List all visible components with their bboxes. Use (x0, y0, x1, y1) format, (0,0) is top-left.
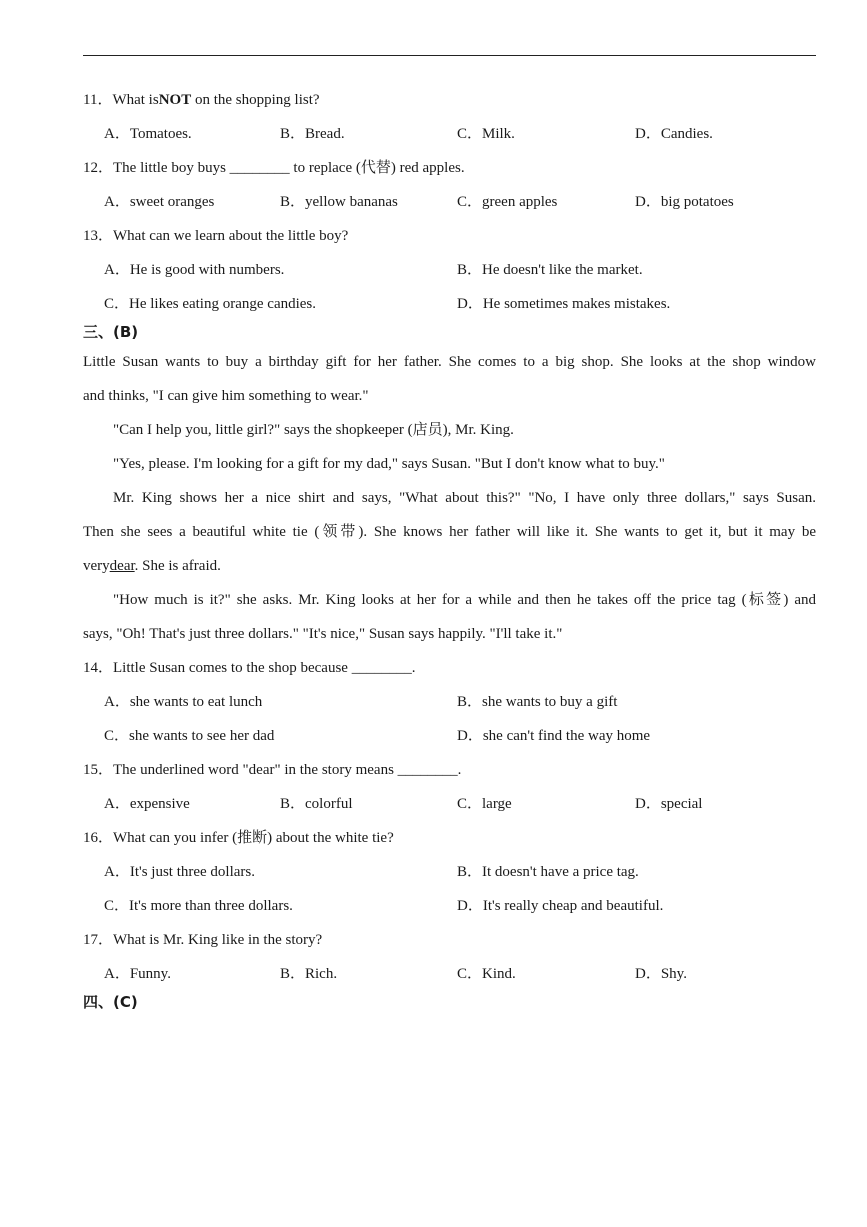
question-15: 15．The underlined word "dear" in the story means ________. (83, 762, 462, 778)
option-b: B．It doesn't have a price tag. (457, 864, 639, 880)
option-b: B．yellow bananas (280, 194, 398, 210)
passage-line: Little Susan wants to buy a birthday gift for her father. She comes to a big shop. She looks at the shop window (83, 354, 816, 370)
question-13: 13．What can we learn about the little boy? (83, 228, 349, 244)
passage-line: "Yes, please. I'm looking for a gift for my dad," says Susan. "But I don't know what to buy." (113, 456, 665, 472)
option-a: A．Funny. (104, 966, 171, 982)
passage-text: very (83, 558, 110, 574)
option-a: A．expensive (104, 796, 190, 812)
passage-line: "Can I help you, little girl?" says the shopkeeper (店员), Mr. King. (113, 422, 514, 438)
question-text-post: on the shopping list? (191, 92, 320, 108)
passage-line: and thinks, "I can give him something to wear." (83, 388, 369, 404)
option-d: D．Candies. (635, 126, 713, 142)
option-a: A．It's just three dollars. (104, 864, 256, 880)
option-c: C．she wants to see her dad (104, 728, 275, 744)
passage-text: . She is afraid. (134, 558, 221, 574)
option-c: C．It's more than three dollars. (104, 898, 293, 914)
option-c: C．Milk. (457, 126, 515, 142)
option-d: D．big potatoes (635, 194, 734, 210)
option-b: B．Rich. (280, 966, 338, 982)
option-a: A．she wants to eat lunch (104, 694, 263, 710)
option-d: D．It's really cheap and beautiful. (457, 898, 664, 914)
option-a: A．Tomatoes. (104, 126, 192, 142)
header-rule (83, 55, 816, 56)
option-d: D．He sometimes makes mistakes. (457, 296, 671, 312)
question-12: 12．The little boy buys ________ to replace (代替) red apples. (83, 160, 465, 176)
passage-line: "How much is it?" she asks. Mr. King looks at her for a while and then he takes off the price tag (标签) and (113, 592, 816, 608)
option-c: C．He likes eating orange candies. (104, 296, 317, 312)
option-c: C．green apples (457, 194, 558, 210)
question-17: 17．What is Mr. King like in the story? (83, 932, 323, 948)
question-16: 16．What can you infer (推断) about the white tie? (83, 830, 394, 846)
option-d: D．special (635, 796, 703, 812)
section-heading-c: 四、(C) (83, 993, 138, 1011)
option-a: A．sweet oranges (104, 194, 215, 210)
option-d: D．Shy. (635, 966, 687, 982)
section-heading-b: 三、(B) (83, 323, 139, 341)
option-d: D．she can't find the way home (457, 728, 651, 744)
option-b: B．He doesn't like the market. (457, 262, 643, 278)
question-14: 14．Little Susan comes to the shop because ________. (83, 660, 416, 676)
passage-line: Mr. King shows her a nice shirt and says, "What about this?" "No, I have only three dollars," says Susan. (113, 490, 816, 506)
question-text-pre: What is (112, 92, 159, 108)
passage-line: says, "Oh! That's just three dollars." "It's nice," Susan says happily. "I'll take it." (83, 626, 563, 642)
question-text-bold: NOT (158, 92, 192, 108)
question-11 (83, 90, 320, 110)
option-b: B．she wants to buy a gift (457, 694, 618, 710)
option-c: C．Kind. (457, 966, 516, 982)
underlined-word: dear (109, 558, 135, 574)
passage-line (83, 556, 816, 576)
option-c: C．large (457, 796, 512, 812)
question-number: 11． (83, 92, 113, 108)
passage-line: Then she sees a beautiful white tie (领带). She knows her father will like it. She wants to get it, but it may be (83, 524, 816, 540)
option-b: B．colorful (280, 796, 353, 812)
option-b: B．Bread. (280, 126, 345, 142)
option-a: A．He is good with numbers. (104, 262, 285, 278)
